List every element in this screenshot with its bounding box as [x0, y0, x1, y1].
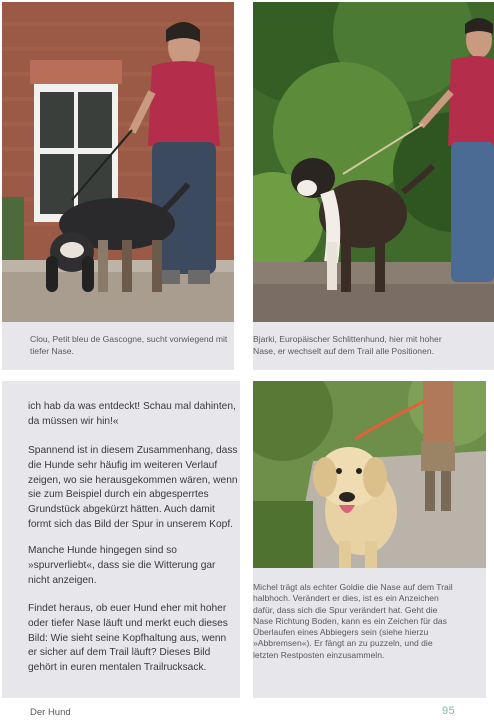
- body-paragraph-2: Spannend ist in diesem Zusammenhang, dass die Hunde sehr häufig im weiteren Verlauf zeigen, wo sie herausgekommen wären, wenn sie zum Beispiel durch ein abgesperrtes Grundstück abgekürzt hätten. Auch damit formt sich das Bild der Spur in unserem Kopf.: [28, 445, 238, 530]
- footer-section-title: Der Hund: [30, 707, 71, 718]
- caption-bjarki: Bjarki, Europäischer Schlittenhund, hier mit hoher Nase, er wechselt auf dem Trail alle Positionen.: [253, 334, 442, 356]
- photo-clou-dog: [2, 2, 234, 322]
- page-number: 95: [442, 705, 456, 717]
- body-paragraph-4: Findet heraus, ob euer Hund eher mit hoher oder tiefer Nase läuft und merkt euch dieses Bild: Wie sieht seine Kopfhaltung aus, wenn er sicher auf dem Trail läuft? Dieses Bild gehört in euren mentalen Trailrucksack.: [28, 603, 228, 674]
- body-paragraph-1: ich hab da was entdeckt! Schau mal dahinten, da müssen wir hin!«: [28, 401, 236, 427]
- caption-michel: Michel trägt als echter Goldie die Nase auf dem Trail halbhoch. Verändert er dies, ist es ein Anzeichen dafür, dass sich die Spur verändert hat. Geht die Nase Richtung Boden, kann es ein Zeichen für das Überlaufen eines Abbiegers sein (siehe hierzu »Abbremsen«). Er fängt an zu puzzeln, und die letzten Restposten einzusammeln.: [253, 582, 453, 660]
- body-paragraph-3: Manche Hunde hingegen sind so »spurverliebt«, dass sie die Witterung gar nicht anzeigen.: [28, 545, 216, 586]
- photo-michel-dog: [253, 381, 486, 568]
- photo-bjarki-dog: [253, 2, 494, 322]
- caption-clou: Clou, Petit bleu de Gascogne, sucht vorwiegend mit tiefer Nase.: [30, 334, 228, 356]
